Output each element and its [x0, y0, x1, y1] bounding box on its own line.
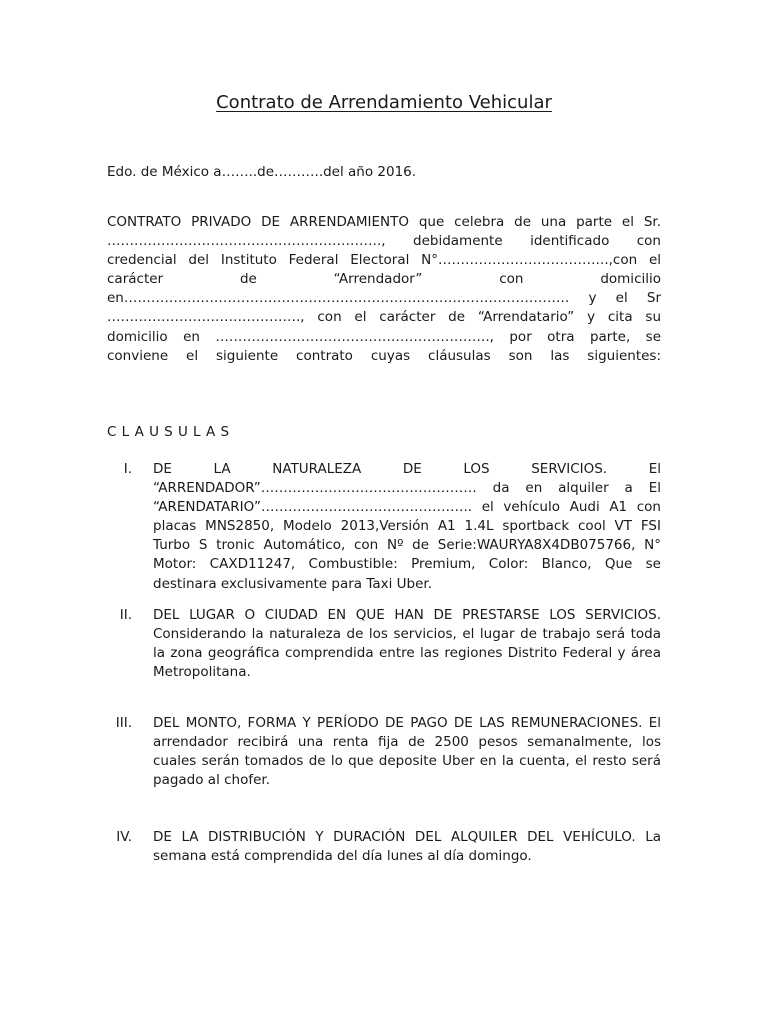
intro-line: domicilio en ……………………………………………………., por otra parte, se [107, 328, 661, 345]
clause-line: Turbo S tronic Automático, con Nº de Serie:WAURYA8X4DB075766, N° [153, 537, 661, 554]
clause-text [153, 828, 661, 866]
intro-line: ……………………………………………………., debidamente identificado con [107, 233, 661, 250]
intro-line: en……………………………………………………………………………………… y el Sr [107, 290, 661, 307]
clause-line: cuales serán tomados de lo que deposite Uber en la cuenta, el resto será [153, 753, 661, 770]
clause-text [153, 714, 661, 790]
clause-line: “ARENDATARIO”……………………………………….. el vehículo Audi A1 con [153, 499, 661, 516]
clause-line: semana está comprendida del día lunes al día domingo. [153, 848, 532, 865]
clause-line: la zona geográfica comprendida entre las regiones Distrito Federal y área [153, 645, 661, 662]
date-line: Edo. de México a……..de………..del año 2016. [107, 164, 417, 180]
intro-line: ……………………………………., con el carácter de “Arrendatario” y cita su [107, 309, 661, 326]
clause-line: Metropolitana. [153, 664, 251, 681]
clause-line: DEL MONTO, FORMA Y PERÍODO DE PAGO DE LAS REMUNERACIONES. El [153, 715, 661, 731]
intro-line: CONTRATO PRIVADO DE ARRENDAMIENTO que celebra de una parte el Sr. [107, 214, 661, 230]
clause-line: DE LA DISTRIBUCIÓN Y DURACIÓN DEL ALQUILER DEL VEHÍCULO. La [153, 829, 661, 845]
clause-number: III. [115, 715, 132, 731]
clause-number: IV. [116, 829, 132, 845]
intro-paragraph [107, 213, 661, 366]
document-title: Contrato de Arrendamiento Vehicular [216, 92, 552, 113]
clause-line: DE LA NATURALEZA DE LOS SERVICIOS. El [153, 461, 661, 477]
clauses-heading: CLAUSULAS [107, 424, 235, 440]
clause-line: Considerando la naturaleza de los servicios, el lugar de trabajo será toda [153, 626, 661, 643]
clause-line: Motor: CAXD11247, Combustible: Premium, Color: Blanco, Que se [153, 556, 661, 573]
clause-line: DEL LUGAR O CIUDAD EN QUE HAN DE PRESTARSE LOS SERVICIOS. [153, 607, 661, 623]
clause-line: arrendador recibirá una renta fija de 2500 pesos semanalmente, los [153, 734, 661, 751]
clause-line: destinara exclusivamente para Taxi Uber. [153, 575, 433, 592]
intro-line: conviene el siguiente contrato cuyas cláusulas son las siguientes: [107, 347, 661, 364]
intro-line: credencial del Instituto Federal Electoral N°………………………………..,con el [107, 252, 661, 269]
clause-line: pagado al chofer. [153, 772, 271, 789]
clause-line: “ARRENDADOR”………………………………………… da en alquiler a El [153, 480, 661, 497]
intro-line: carácter de “Arrendador” con domicilio [107, 271, 661, 288]
clause-number: I. [123, 461, 132, 477]
clause-text [153, 606, 661, 682]
clause-number: II. [119, 607, 132, 623]
clause-line: placas MNS2850, Modelo 2013,Versión A1 1.4L sportback cool VT FSI [153, 518, 661, 535]
clause-text [153, 460, 661, 594]
